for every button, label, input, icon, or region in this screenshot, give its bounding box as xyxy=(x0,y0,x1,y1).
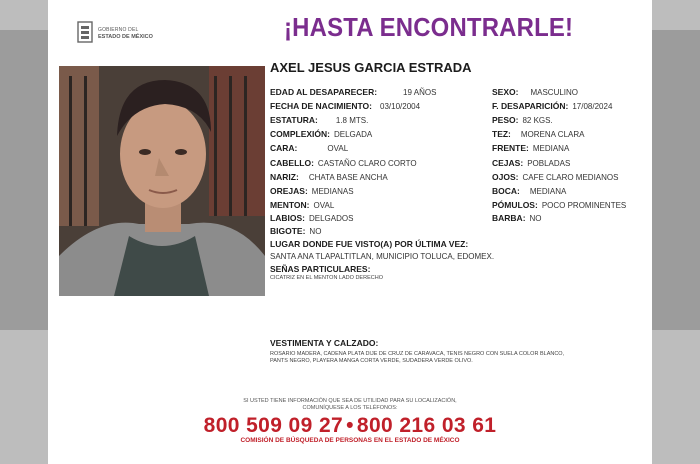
poster-title: ¡HASTA ENCONTRARLE! xyxy=(284,12,574,42)
phone-number-1[interactable]: 800 509 09 27 xyxy=(203,414,344,437)
gobierno-logo xyxy=(76,20,166,46)
marks-value: CICATRIZ EN EL MENTON LADO DERECHO xyxy=(270,275,383,281)
last-seen-location: SANTA ANA TLAPALTITLAN, MUNICIPIO TOLUCA, EDOMEX. xyxy=(270,252,495,261)
field-weight: PESO: 82 KGS. xyxy=(492,115,553,125)
person-name: AXEL JESUS GARCIA ESTRADA xyxy=(270,60,472,75)
phone-separator: • xyxy=(346,414,354,437)
field-mustache: BIGOTE: NO xyxy=(270,226,322,236)
field-eyes: OJOS: CAFE CLARO MEDIANOS xyxy=(492,172,619,182)
field-ears: OREJAS: MEDIANAS xyxy=(270,186,354,196)
clothing-label: VESTIMENTA Y CALZADO: xyxy=(270,338,379,348)
clothing-line-1: ROSARIO MADERA, CADENA PLATA DIJE DE CRUZ DE CARAVACA, TENIS NEGRO CON SUELA COLOR BLANCO, xyxy=(270,351,565,357)
missing-person-poster xyxy=(48,0,652,464)
commission-name: COMISIÓN DE BÚSQUEDA DE PERSONAS EN EL ESTADO DE MÉXICO xyxy=(240,437,460,444)
field-lips: LABIOS: DELGADOS xyxy=(270,213,354,223)
contact-note-line-2: COMUNÍQUESE A LOS TELÉFONOS: xyxy=(302,405,398,411)
logo-line-2: ESTADO DE MÉXICO xyxy=(98,34,153,40)
field-mouth: BOCA: MEDIANA xyxy=(492,186,567,196)
field-forehead: FRENTE: MEDIANA xyxy=(492,143,570,153)
field-disappearance-date: F. DESAPARICIÓN: 17/08/2024 xyxy=(492,101,613,111)
phone-number-2[interactable]: 800 216 03 61 xyxy=(356,414,497,437)
field-birthdate: FECHA DE NACIMIENTO: 03/10/2004 xyxy=(270,101,421,111)
contact-note-line-1: SI USTED TIENE INFORMACIÓN QUE SEA DE UTILIDAD PARA SU LOCALIZACIÓN, xyxy=(243,398,457,404)
field-hair: CABELLO: CASTAÑO CLARO CORTO xyxy=(270,158,417,168)
field-sex: SEXO: MASCULINO xyxy=(492,87,579,97)
field-skin: TEZ: MORENA CLARA xyxy=(492,129,585,139)
state-emblem-icon xyxy=(76,20,94,44)
field-cheekbones: PÓMULOS: POCO PROMINENTES xyxy=(492,200,627,210)
field-face: CARA: OVAL xyxy=(270,143,349,153)
field-chin: MENTON: OVAL xyxy=(270,200,335,210)
last-seen-label: LUGAR DONDE FUE VISTO(A) POR ÚLTIMA VEZ: xyxy=(270,239,469,249)
field-eyebrows: CEJAS: POBLADAS xyxy=(492,158,571,168)
field-nose: NARIZ: CHATA BASE ANCHA xyxy=(270,172,388,182)
field-build: COMPLEXIÓN: DELGADA xyxy=(270,129,373,139)
field-beard: BARBA: NO xyxy=(492,213,542,223)
clothing-line-2: PANTS NEGRO, PLAYERA MANGA CORTA VERDE, SUDADERA VERDE OLIVO. xyxy=(270,358,473,364)
phone-numbers xyxy=(48,414,652,438)
field-age: EDAD AL DESAPARECER: 19 AÑOS xyxy=(270,87,437,97)
logo-line-1: GOBIERNO DEL xyxy=(98,27,139,33)
person-photo xyxy=(59,66,265,296)
marks-label: SEÑAS PARTICULARES: xyxy=(270,264,371,274)
background-left-strip xyxy=(0,30,48,330)
background-right-strip xyxy=(652,30,700,330)
field-height: ESTATURA: 1.8 MTS. xyxy=(270,115,369,125)
